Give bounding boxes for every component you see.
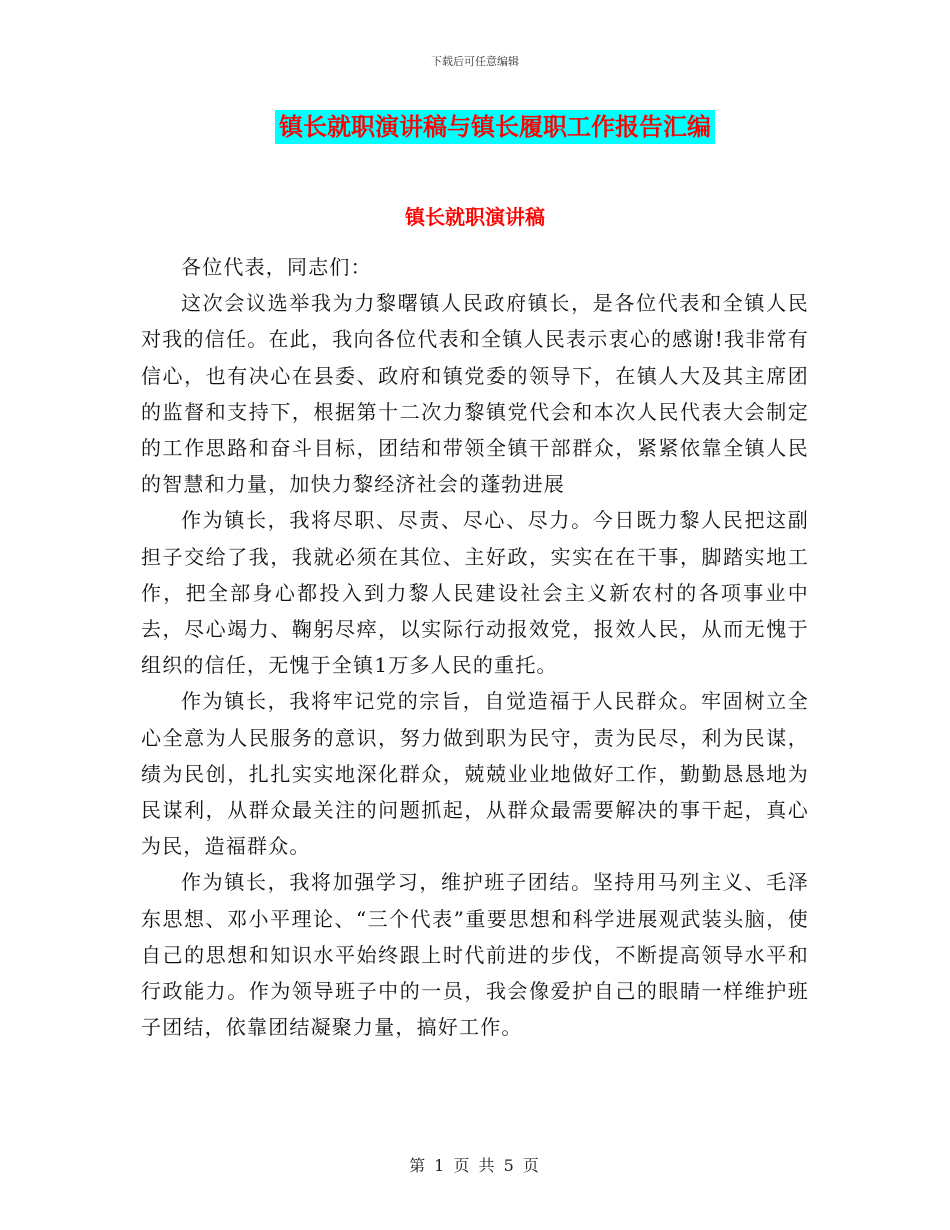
page-number-footer: 第 1 页 共 5 页	[409, 1156, 541, 1175]
header-note: 下载后可任意编辑	[431, 55, 519, 68]
body-paragraph: 作为镇长，我将尽职、尽责、尽心、尽力。今日既力黎人民把这副担子交给了我，我就必须在其位、主好政，实实在在干事，脚踏实地工作，把全部身心都投入到力黎人民建设社会主义新农村的各项事业中去，尽心竭力、鞠躬尽瘁，以实际行动报效党，报效人民，从而无愧于组织的信任，无愧于全镇1万多人民的重托。	[141, 508, 809, 678]
main-title-container	[0, 110, 950, 144]
body-paragraph: 作为镇长，我将牢记党的宗旨，自觉造福于人民群众。牢固树立全心全意为人民服务的意识，努力做到职为民守，责为民尽，利为民谋，绩为民创，扎扎实实地深化群众，兢兢业业地做好工作，勤勤恳恳地为民谋利，从群众最关注的问题抓起，从群众最需要解决的事干起，真心为民，造福群众。	[141, 689, 809, 859]
body-paragraph: 作为镇长，我将加强学习，维护班子团结。坚持用马列主义、毛泽东思想、邓小平理论、“三个代表”重要思想和科学进展观武装头脑，使自己的思想和知识水平始终跟上时代前进的步伐，不断提高领导水平和行政能力。作为领导班子中的一员，我会像爱护自己的眼睛一样维护班子团结，依靠团结凝聚力量，搞好工作。	[141, 870, 809, 1040]
body-paragraph: 这次会议选举我为力黎曙镇人民政府镇长，是各位代表和全镇人民对我的信任。在此，我向各位代表和全镇人民表示衷心的感谢!我非常有信心，也有决心在县委、政府和镇党委的领导下，在镇人大及其主席团的监督和支持下，根据第十二次力黎镇党代会和本次人民代表大会制定的工作思路和奋斗目标，团结和带领全镇干部群众，紧紧依靠全镇人民的智慧和力量，加快力黎经济社会的蓬勃进展	[141, 291, 809, 497]
section-title: 镇长就职演讲稿	[405, 205, 545, 229]
document-main-title: 镇长就职演讲稿与镇长履职工作报告汇编	[275, 110, 715, 144]
document-body	[141, 249, 809, 1045]
salutation-paragraph: 各位代表，同志们：	[181, 255, 372, 279]
